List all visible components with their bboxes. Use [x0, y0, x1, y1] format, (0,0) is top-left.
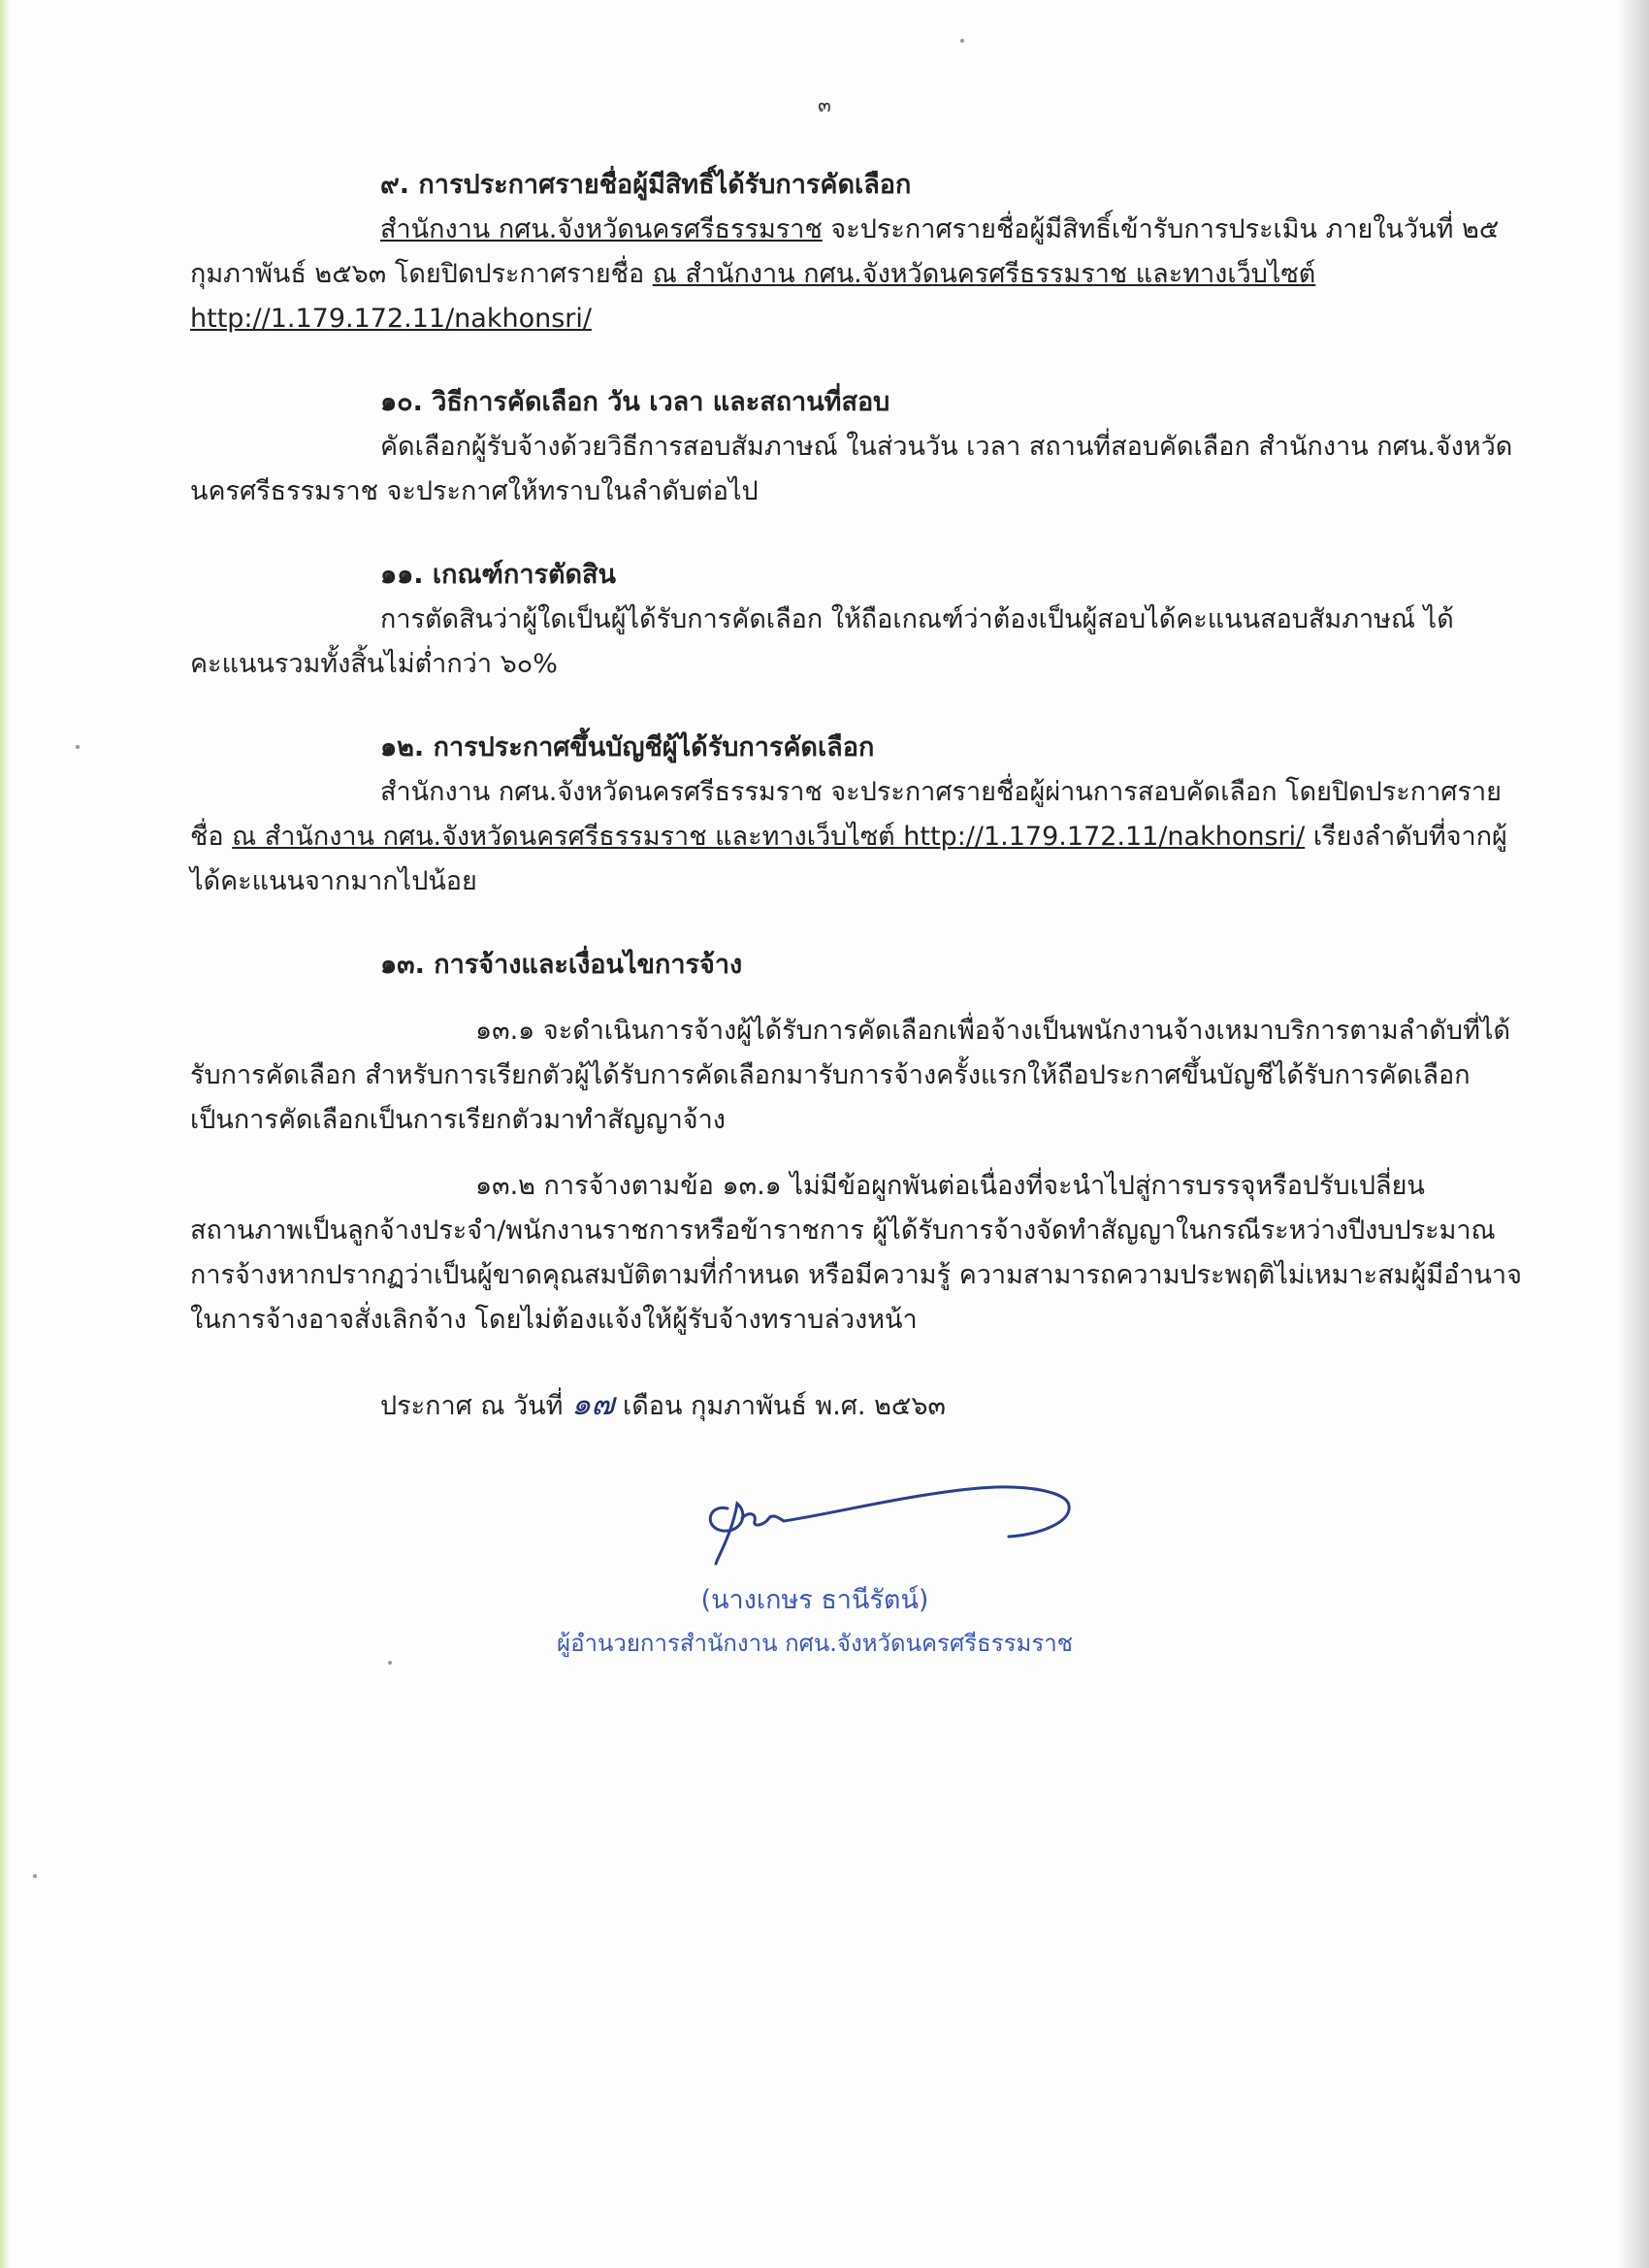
section-heading: ๑๑. เกณฑ์การตัดสิน: [380, 560, 616, 590]
section-13: [190, 943, 1525, 1343]
scan-speck: [388, 1661, 392, 1665]
announcement-date-line: ประกาศ ณ วันที่ ๑๗ เดือน กุมภาพันธ์ พ.ศ. ๒๕๖๓: [380, 1385, 946, 1422]
scan-speck: [76, 745, 80, 749]
scan-left-edge: [0, 0, 10, 2268]
section-paragraph: สำนักงาน กศน.จังหวัดนครศรีธรรมราช จะประกาศรายชื่อผู้ผ่านการสอบคัดเลือก โดยปิดประกาศรายชื่อ ณ สำนักงาน กศน.จังหวัดนครศรีธรรมราช และทางเว็บไซต์ http://1.179.172.11/nakhonsri/ เรียงลำดับที่จากผู้ได้คะแนนจากมากไปน้อย: [190, 777, 1507, 896]
section-paragraph: การตัดสินว่าผู้ใดเป็นผู้ได้รับการคัดเลือก ให้ถือเกณฑ์ว่าต้องเป็นผู้สอบได้คะแนนสอบสัมภาษณ์ ได้คะแนนรวมทั้งสิ้นไม่ต่ำกว่า ๖๐%: [190, 604, 1454, 679]
handwritten-day: ๑๗: [571, 1385, 615, 1422]
section-paragraph: สำนักงาน กศน.จังหวัดนครศรีธรรมราช จะประกาศรายชื่อผู้มีสิทธิ์เข้ารับการประเมิน ภายในวันที่ ๒๕ กุมภาพันธ์ ๒๕๖๓ โดยปิดประกาศรายชื่อ ณ สำนักงาน กศน.จังหวัดนครศรีธรรมราช และทางเว็บไซต์ http://1.179.172.11/nakhonsri/: [190, 214, 1500, 334]
signature-icon: [689, 1474, 1096, 1581]
scan-speck: [33, 1874, 37, 1878]
section-heading: ๑๒. การประกาศขึ้นบัญชีผู้ได้รับการคัดเลือก: [380, 732, 875, 762]
subsection-13-2: ๑๓.๒ การจ้างตามข้อ ๑๓.๑ ไม่มีข้อผูกพันต่อเนื่องที่จะนำไปสู่การบรรจุหรือปรับเปลี่ยนสถานภาพเป็นลูกจ้างประจำ/พนักงานราชการหรือข้าราชการ ผู้ได้รับการจ้างจัดทำสัญญาในกรณีระหว่างปีงบประมาณการจ้างหากปรากฏว่าเป็นผู้ขาดคุณสมบัติตามที่กำหนด หรือมีความรู้ ความสามารถความประพฤติไม่เหมาะสมผู้มีอำนาจในการจ้างอาจสั่งเลิกจ้าง โดยไม่ต้องแจ้งให้ผู้รับจ้างทราบล่วงหน้า: [190, 1171, 1522, 1335]
section-heading: ๑๓. การจ้างและเงื่อนไขการจ้าง: [380, 950, 743, 980]
section-paragraph: คัดเลือกผู้รับจ้างด้วยวิธีการสอบสัมภาษณ์ ในส่วนวัน เวลา สถานที่สอบคัดเลือก สำนักงาน กศน.จังหวัดนครศรีธรรมราช จะประกาศให้ทราบในลำดับต่อไป: [190, 432, 1513, 506]
section-heading: ๙. การประกาศรายชื่อผู้มีสิทธิ์ได้รับการคัดเลือก: [380, 170, 912, 200]
signature-block: [543, 1474, 1086, 1766]
section-heading: ๑๐. วิธีการคัดเลือก วัน เวลา และสถานที่สอบ: [380, 387, 890, 417]
section-12: [190, 726, 1525, 904]
section-9: [190, 163, 1525, 341]
posting-location-link[interactable]: ณ สำนักงาน กศน.จังหวัดนครศรีธรรมราช และทางเว็บไซต์ http://1.179.172.11/nakhonsri/: [190, 259, 1316, 334]
signer-name: (นางเกษร ธานีรัตน์): [700, 1585, 929, 1615]
scan-right-edge: [1616, 0, 1649, 2268]
office-name: สำนักงาน กศน.จังหวัดนครศรีธรรมราช: [380, 214, 823, 244]
subsection-13-1: ๑๓.๑ จะดำเนินการจ้างผู้ได้รับการคัดเลือกเพื่อจ้างเป็นพนักงานจ้างเหมาบริการตามลำดับที่ได้รับการคัดเลือก สำหรับการเรียกตัวผู้ได้รับการคัดเลือกมารับการจ้างครั้งแรกให้ถือประกาศขึ้นบัญชีได้รับการคัดเลือกเป็นการคัดเลือกเป็นการเรียกตัวมาทำสัญญาจ้าง: [190, 1016, 1510, 1135]
scan-speck: [960, 39, 964, 43]
posting-location-link[interactable]: ณ สำนักงาน กศน.จังหวัดนครศรีธรรมราช และทางเว็บไซต์ http://1.179.172.11/nakhonsri/: [232, 822, 1306, 852]
section-10: [190, 380, 1525, 514]
signer-title: ผู้อำนวยการสำนักงาน กศน.จังหวัดนครศรีธรรมราช: [557, 1630, 1073, 1657]
page-number: ๓: [818, 93, 831, 116]
section-11: [190, 553, 1525, 687]
document-body: [190, 163, 1525, 1429]
